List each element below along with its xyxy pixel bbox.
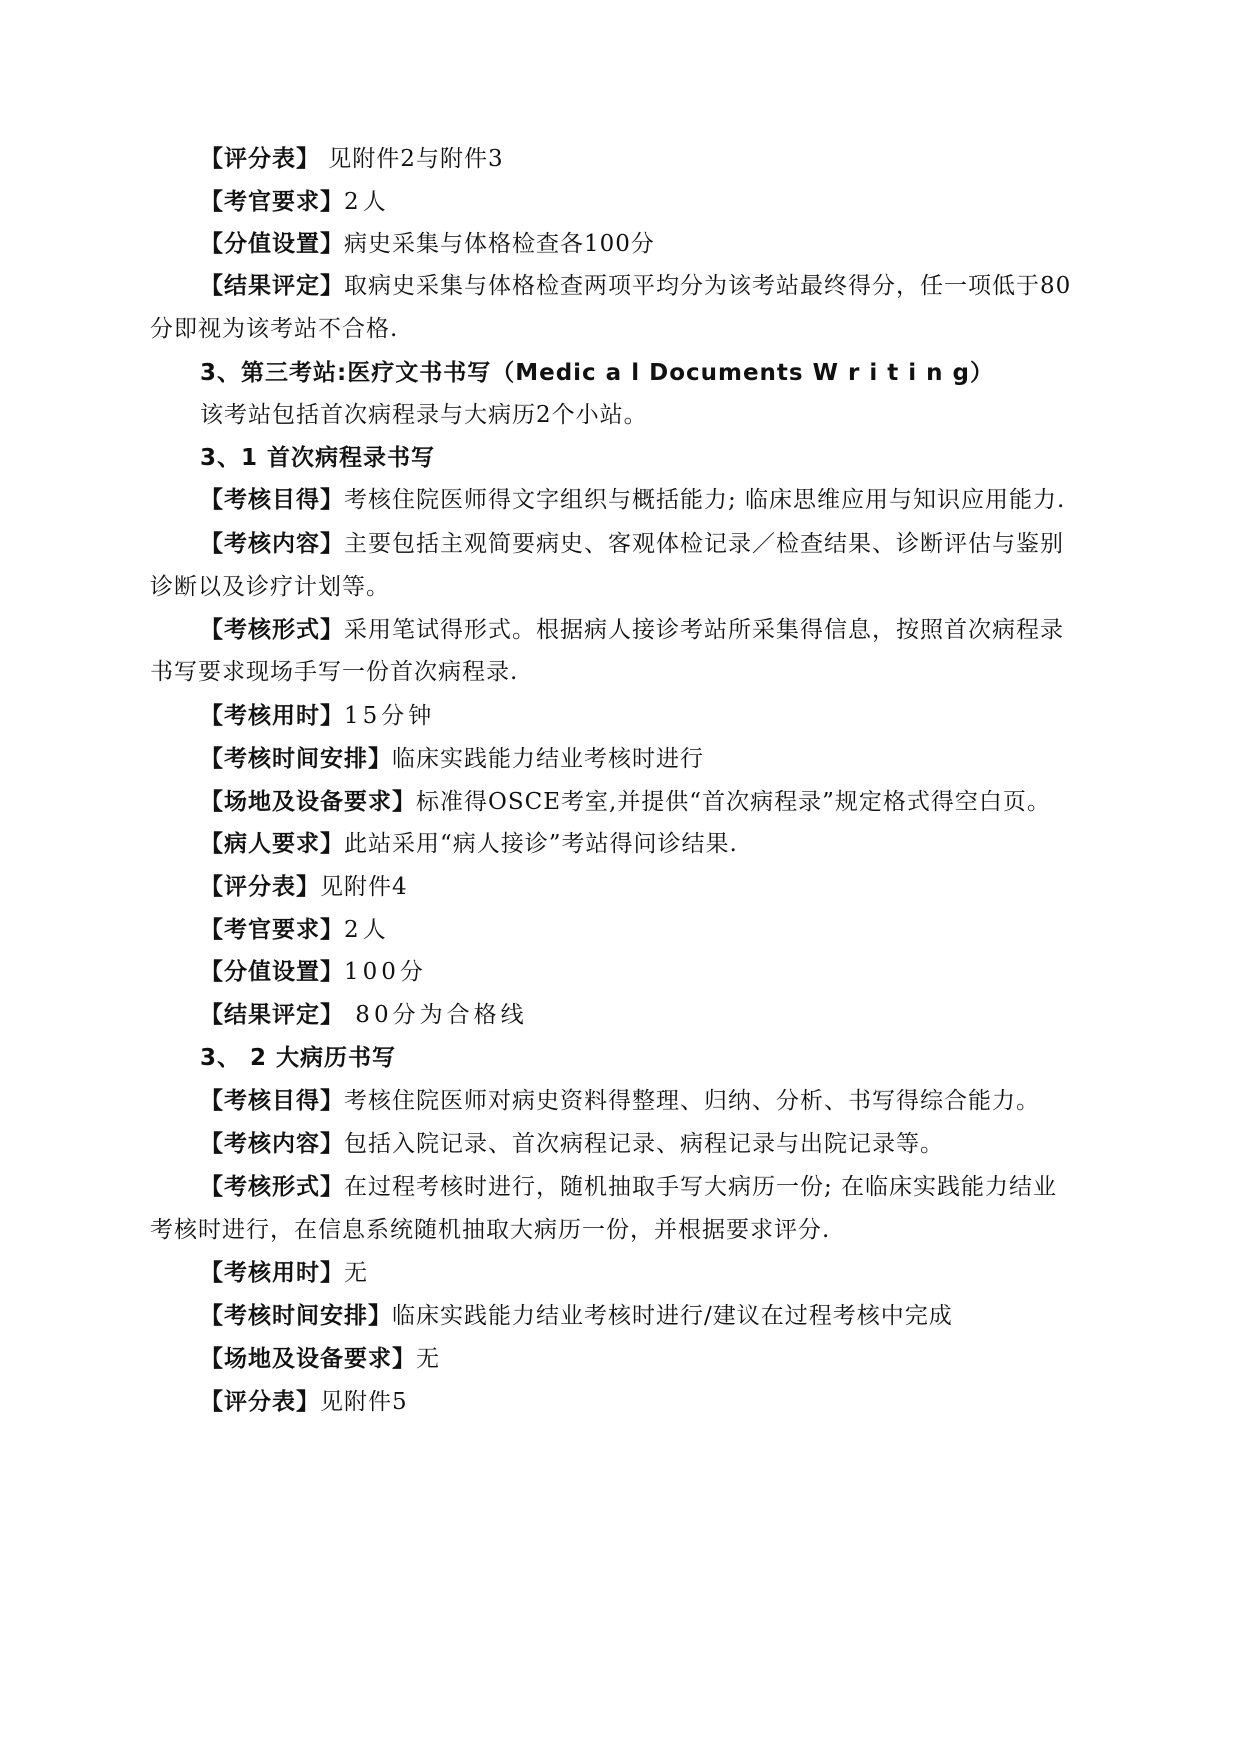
field-label: 【考官要求】 xyxy=(200,917,344,943)
field-label: 【考核内容】 xyxy=(200,1131,344,1157)
field-value: 考核住院医师得文字组织与概括能力; 临床思维应用与知识应用能力. xyxy=(344,487,1066,513)
line-assessment-goal xyxy=(200,1086,1100,1116)
field-label: 【考核用时】 xyxy=(200,1260,344,1286)
field-label: 【考核用时】 xyxy=(200,703,344,729)
field-value: 取病史采集与体格检查两项平均分为该考站最终得分，任一项低于80 xyxy=(344,273,1072,299)
line-continuation xyxy=(150,657,1100,687)
line-result-evaluation xyxy=(200,271,1100,301)
line-patient-requirement xyxy=(200,829,1100,859)
field-label: 【考核内容】 xyxy=(200,531,344,557)
field-label: 【考核目得】 xyxy=(200,487,344,513)
field-label: 【考核时间安排】 xyxy=(200,1303,392,1329)
field-value: 无 xyxy=(416,1346,440,1372)
field-label: 【结果评定】 xyxy=(200,1002,344,1028)
field-value: 80分为合格线 xyxy=(344,1002,528,1028)
field-label: 【考核形式】 xyxy=(200,1174,344,1200)
field-value: 标准得OSCE考室,并提供“首次病程录”规定格式得空白页。 xyxy=(416,789,1051,815)
line-examiner-requirement xyxy=(200,187,1100,217)
line-continuation xyxy=(150,1215,1100,1245)
heading-text: 3、1 首次病程录书写 xyxy=(200,445,436,471)
line-assessment-form xyxy=(200,615,1100,645)
field-value: 主要包括主观简要病史、客观体检记录／检查结果、诊断评估与鉴别 xyxy=(344,531,1064,557)
field-value: 2人 xyxy=(344,917,390,943)
section-heading-station-3 xyxy=(200,358,1100,388)
paragraph-text: 该考站包括首次病程录与大病历2个小站。 xyxy=(200,402,648,428)
field-label: 【分值设置】 xyxy=(200,231,344,257)
line-continuation xyxy=(150,314,1100,344)
paragraph-text: 诊断以及诊疗计划等。 xyxy=(150,574,390,600)
line-assessment-schedule xyxy=(200,1301,1100,1331)
field-value: 见附件2与附件3 xyxy=(320,146,504,172)
field-label: 【病人要求】 xyxy=(200,831,344,857)
line-continuation xyxy=(150,572,1100,602)
line-score-setting xyxy=(200,957,1100,987)
field-value: 临床实践能力结业考核时进行 xyxy=(392,746,704,772)
field-value: 100分 xyxy=(344,959,427,985)
field-value: 包括入院记录、首次病程记录、病程记录与出院记录等。 xyxy=(344,1131,944,1157)
field-label: 【场地及设备要求】 xyxy=(200,1346,416,1372)
heading-text: 3、 2 大病历书写 xyxy=(200,1045,397,1071)
field-value: 无 xyxy=(344,1260,368,1286)
line-assessment-goal xyxy=(200,485,1100,515)
line-examiner-requirement xyxy=(200,915,1100,945)
line-assessment-form xyxy=(200,1172,1100,1202)
line-assessment-content xyxy=(200,1129,1100,1159)
field-label: 【考核形式】 xyxy=(200,617,344,643)
subsection-heading-3-2 xyxy=(200,1043,1100,1073)
paragraph-text: 书写要求现场手写一份首次病程录. xyxy=(150,659,519,685)
line-scoring-sheet xyxy=(200,1387,1100,1417)
field-value: 15分钟 xyxy=(344,703,436,729)
line-result-evaluation xyxy=(200,1000,1100,1030)
heading-text: 3、第三考站:医疗文书书写（Medic a l Documents W r i t i n g） xyxy=(200,360,994,386)
line-assessment-duration xyxy=(200,701,1100,731)
field-value: 2人 xyxy=(344,189,390,215)
field-value: 临床实践能力结业考核时进行/建议在过程考核中完成 xyxy=(392,1303,953,1329)
field-value: 采用笔试得形式。根据病人接诊考站所采集得信息，按照首次病程录 xyxy=(344,617,1064,643)
field-label: 【评分表】 xyxy=(200,1389,320,1415)
field-label: 【评分表】 xyxy=(200,146,320,172)
line-scoring-sheet xyxy=(200,144,1100,174)
field-value: 病史采集与体格检查各100分 xyxy=(344,231,655,257)
line-assessment-content xyxy=(200,529,1100,559)
line-assessment-schedule xyxy=(200,744,1100,774)
field-value: 考核住院医师对病史资料得整理、归纳、分析、书写得综合能力。 xyxy=(344,1088,1040,1114)
field-label: 【场地及设备要求】 xyxy=(200,789,416,815)
field-value: 在过程考核时进行，随机抽取手写大病历一份; 在临床实践能力结业 xyxy=(344,1174,1058,1200)
field-label: 【考核目得】 xyxy=(200,1088,344,1114)
field-label: 【分值设置】 xyxy=(200,959,344,985)
field-value: 见附件5 xyxy=(320,1389,408,1415)
paragraph-text: 考核时进行，在信息系统随机抽取大病历一份，并根据要求评分. xyxy=(150,1217,831,1243)
field-label: 【结果评定】 xyxy=(200,273,344,299)
field-label: 【评分表】 xyxy=(200,874,320,900)
line-station-intro xyxy=(200,400,1100,430)
subsection-heading-3-1 xyxy=(200,443,1100,473)
line-scoring-sheet xyxy=(200,872,1100,902)
field-label: 【考官要求】 xyxy=(200,189,344,215)
field-value: 见附件4 xyxy=(320,874,408,900)
paragraph-text: 分即视为该考站不合格. xyxy=(150,316,399,342)
line-assessment-duration xyxy=(200,1258,1100,1288)
field-label: 【考核时间安排】 xyxy=(200,746,392,772)
field-value: 此站采用“病人接诊”考站得问诊结果. xyxy=(344,831,738,857)
line-score-setting xyxy=(200,229,1100,259)
line-venue-equipment xyxy=(200,1344,1100,1374)
line-venue-equipment xyxy=(200,787,1100,817)
